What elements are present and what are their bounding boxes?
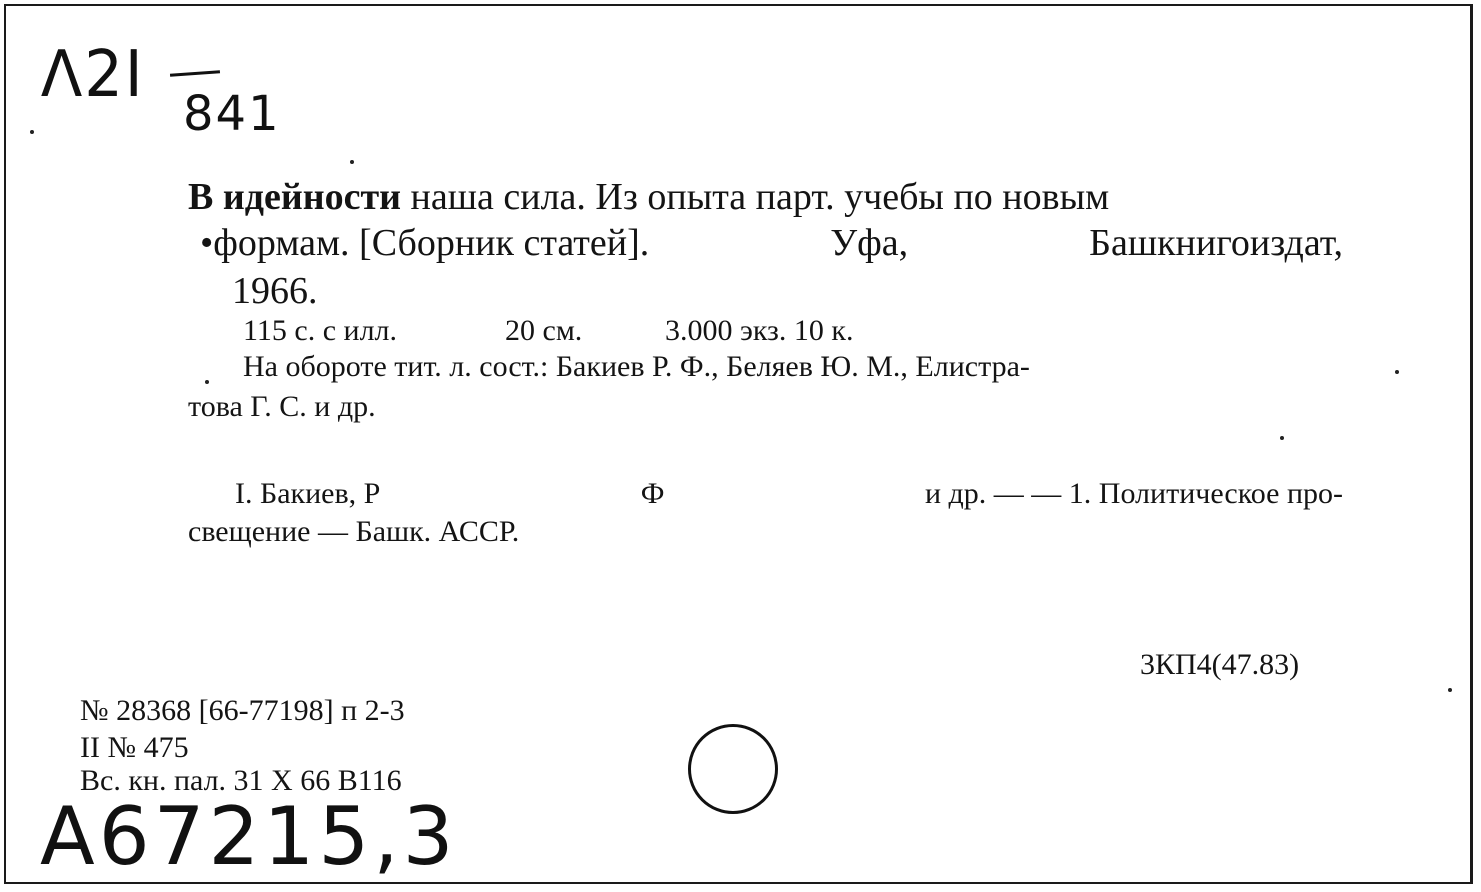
entry-physical-description — [243, 314, 1398, 348]
entry-index-author: I. Бакиев, Р — [235, 477, 381, 510]
entry-heading: В идейности — [188, 176, 402, 218]
entry-size: 20 см. — [505, 314, 583, 347]
handwritten-shelfmark-number: 841 — [183, 86, 281, 142]
registration-number: № 28368 [66-77198] п 2-3 — [80, 694, 405, 727]
entry-pages: 115 с. с илл. — [243, 314, 398, 347]
chamber-info: Вс. кн. пал. 31 X 66 В116 — [80, 764, 402, 797]
classification-code: 3КП4(47.83) — [1140, 648, 1300, 681]
entry-year: 1966. — [232, 270, 318, 312]
speck — [1448, 688, 1452, 692]
entry-title-line — [188, 176, 1343, 219]
speck — [30, 130, 34, 134]
entry-index-line — [235, 477, 1343, 511]
entry-place: Уфа, — [830, 222, 909, 264]
speck — [1395, 370, 1399, 374]
punch-hole-circle — [688, 724, 778, 814]
entry-title-line-2 — [200, 222, 1343, 265]
entry-copies: 3.000 экз. 10 к. — [665, 314, 854, 347]
entry-title-rest: наша сила. Из опыта парт. учебы по новым — [410, 176, 1110, 218]
speck — [1280, 436, 1284, 440]
speck — [205, 380, 209, 384]
entry-index-initial: Ф — [640, 477, 665, 510]
speck — [350, 160, 354, 164]
order-number: II № 475 — [80, 731, 189, 764]
entry-publisher: Башкнигоиздат, — [1089, 222, 1343, 264]
entry-note-cont: това Г. С. и др. — [188, 390, 376, 423]
entry-note: На обороте тит. л. сост.: Бакиев Р. Ф., Беляев Ю. М., Елистра- — [243, 350, 1030, 383]
handwritten-shelfmark: Λ2I — [40, 38, 145, 112]
entry-index-subject: и др. — — 1. Политическое про- — [924, 477, 1343, 510]
entry-index-cont: свещение — Башк. АССР. — [188, 515, 520, 548]
handwritten-inventory-number: А67215,3 — [40, 790, 458, 883]
entry-title-cont: •формам. [Сборник статей]. — [200, 222, 650, 264]
